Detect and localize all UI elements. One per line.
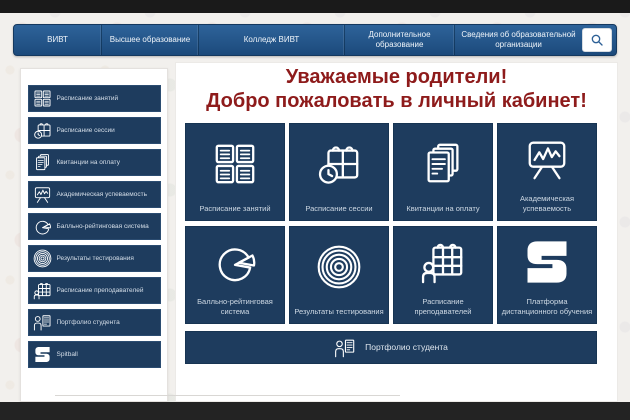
page-title-line2: Добро пожаловать в личный кабинет! <box>206 90 587 112</box>
sidebar-item-spitball[interactable] <box>28 341 161 368</box>
nav-item-additional-education[interactable]: Дополнительное образование <box>345 25 455 55</box>
tile-label: Результаты тестирования <box>294 306 384 316</box>
sidebar-item-session-schedule[interactable] <box>28 117 161 144</box>
portfolio-icon <box>33 313 52 332</box>
sidebar-item-label: Результаты тестирования <box>56 254 134 262</box>
calendar-clock-icon <box>33 121 52 140</box>
nav-item-higher-education[interactable]: Высшее образование <box>102 25 199 55</box>
sidebar-item-schedule[interactable] <box>28 85 161 112</box>
main-content <box>175 62 618 402</box>
tile-academic-performance[interactable] <box>497 123 597 221</box>
chart-board-icon <box>524 136 570 182</box>
spitball-s-icon <box>33 345 52 364</box>
nav-item-org-info[interactable]: Сведения об образовательной организации <box>461 30 576 49</box>
receipts-icon <box>33 153 52 172</box>
tile-student-portfolio[interactable] <box>185 331 597 364</box>
page-title <box>176 65 617 113</box>
nav-item-college[interactable]: Колледж ВИВТ <box>199 25 345 55</box>
sidebar-item-label: Расписание преподавателей <box>56 286 144 294</box>
chart-board-icon <box>33 185 52 204</box>
sidebar-item-label: Портфолио студента <box>56 318 120 326</box>
bottom-black-bar <box>0 402 630 420</box>
sidebar-item-label: Spitball <box>56 350 78 358</box>
schedule-icon <box>33 89 52 108</box>
footer-divider <box>55 395 400 396</box>
target-icon <box>33 249 52 268</box>
sidebar-item-label: Расписание сессии <box>56 126 115 134</box>
page-title-line1: Уважаемые родители! <box>285 66 508 88</box>
tile-label: Академическая успеваемость <box>519 194 575 213</box>
tile-schedule[interactable] <box>185 123 285 221</box>
pie-chart-icon <box>212 239 258 285</box>
tile-test-results[interactable] <box>289 226 389 324</box>
tile-label: Расписание занятий <box>199 203 271 213</box>
sidebar-item-label: Квитанции на оплату <box>56 158 120 166</box>
teacher-calendar-icon <box>33 281 52 300</box>
sidebar-item-label: Балльно-рейтинговая система <box>56 222 149 230</box>
sidebar-item-test-results[interactable] <box>28 245 161 272</box>
sidebar-item-label: Академическая успеваемость <box>56 190 147 198</box>
sidebar-item-label: Расписание занятий <box>56 94 119 102</box>
calendar-clock-icon <box>316 141 362 187</box>
target-icon <box>316 244 362 290</box>
schedule-icon <box>212 141 258 187</box>
tile-label: Балльно-рейтинговая система <box>197 297 273 316</box>
search-button[interactable] <box>582 28 612 52</box>
sidebar-item-rating-system[interactable] <box>28 213 161 240</box>
tile-label: Портфолио студента <box>365 342 448 353</box>
top-black-bar <box>0 0 630 13</box>
teacher-calendar-icon <box>420 239 466 285</box>
tile-rating-system[interactable] <box>185 226 285 324</box>
receipts-icon <box>420 141 466 187</box>
search-icon <box>589 32 605 48</box>
tile-teachers-schedule[interactable] <box>393 226 493 324</box>
sidebar-item-academic-performance[interactable] <box>28 181 161 208</box>
portfolio-icon <box>334 337 356 359</box>
spitball-s-icon <box>521 236 573 288</box>
tile-label: Расписание преподавателей <box>414 297 472 316</box>
tile-label: Платформа дистанционного обучения <box>501 297 593 316</box>
pie-chart-icon <box>33 217 52 236</box>
nav-item-vivt[interactable]: ВИВТ <box>14 25 102 55</box>
sidebar-item-teachers-schedule[interactable] <box>28 277 161 304</box>
sidebar-item-payment-receipts[interactable] <box>28 149 161 176</box>
tile-grid <box>185 123 597 364</box>
main-navigation <box>13 24 617 56</box>
tile-label: Квитанции на оплату <box>406 203 480 213</box>
tile-distance-learning-platform[interactable] <box>497 226 597 324</box>
sidebar-item-student-portfolio[interactable] <box>28 309 161 336</box>
tile-label: Расписание сессии <box>305 203 373 213</box>
tile-payment-receipts[interactable] <box>393 123 493 221</box>
tile-session-schedule[interactable] <box>289 123 389 221</box>
sidebar <box>20 68 168 402</box>
